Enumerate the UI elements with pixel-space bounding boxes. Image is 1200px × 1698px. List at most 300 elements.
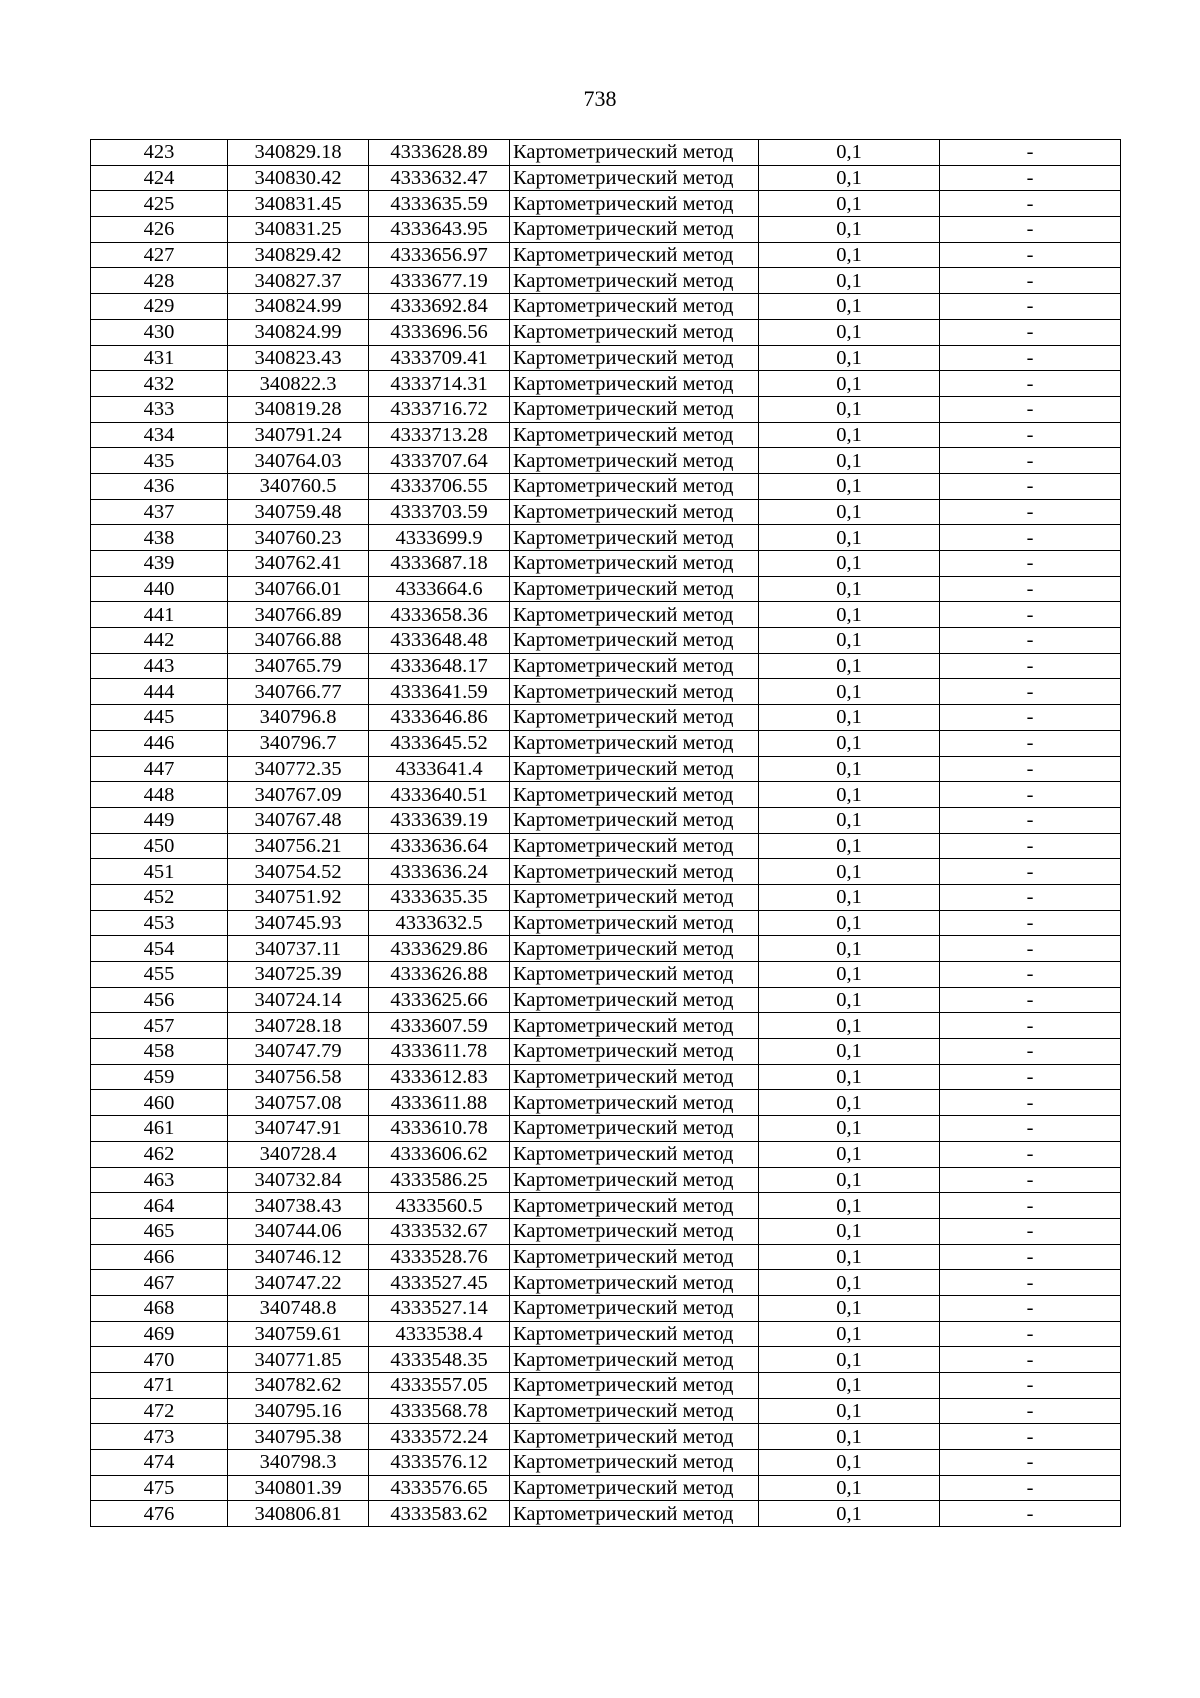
method-cell: Картометрический метод bbox=[510, 782, 759, 808]
y-coordinate-cell: 4333527.14 bbox=[369, 1295, 510, 1321]
x-coordinate-cell: 340766.01 bbox=[228, 576, 369, 602]
note-cell: - bbox=[940, 1347, 1121, 1373]
table-row bbox=[91, 1116, 1121, 1142]
accuracy-cell: 0,1 bbox=[759, 1398, 940, 1424]
table-row bbox=[91, 217, 1121, 243]
point-number-cell: 438 bbox=[91, 525, 228, 551]
x-coordinate-cell: 340819.28 bbox=[228, 396, 369, 422]
table-row bbox=[91, 525, 1121, 551]
point-number-cell: 475 bbox=[91, 1475, 228, 1501]
note-cell: - bbox=[940, 576, 1121, 602]
x-coordinate-cell: 340765.79 bbox=[228, 653, 369, 679]
method-cell: Картометрический метод bbox=[510, 576, 759, 602]
accuracy-cell: 0,1 bbox=[759, 782, 940, 808]
accuracy-cell: 0,1 bbox=[759, 576, 940, 602]
method-cell: Картометрический метод bbox=[510, 653, 759, 679]
point-number-cell: 425 bbox=[91, 191, 228, 217]
x-coordinate-cell: 340737.11 bbox=[228, 936, 369, 962]
y-coordinate-cell: 4333576.12 bbox=[369, 1450, 510, 1476]
table-row bbox=[91, 1398, 1121, 1424]
accuracy-cell: 0,1 bbox=[759, 242, 940, 268]
x-coordinate-cell: 340791.24 bbox=[228, 422, 369, 448]
table-row bbox=[91, 1244, 1121, 1270]
method-cell: Картометрический метод bbox=[510, 422, 759, 448]
point-number-cell: 471 bbox=[91, 1373, 228, 1399]
point-number-cell: 439 bbox=[91, 551, 228, 577]
x-coordinate-cell: 340795.38 bbox=[228, 1424, 369, 1450]
method-cell: Картометрический метод bbox=[510, 1141, 759, 1167]
method-cell: Картометрический метод bbox=[510, 473, 759, 499]
method-cell: Картометрический метод bbox=[510, 730, 759, 756]
note-cell: - bbox=[940, 268, 1121, 294]
point-number-cell: 433 bbox=[91, 396, 228, 422]
accuracy-cell: 0,1 bbox=[759, 319, 940, 345]
method-cell: Картометрический метод bbox=[510, 1064, 759, 1090]
x-coordinate-cell: 340745.93 bbox=[228, 910, 369, 936]
accuracy-cell: 0,1 bbox=[759, 653, 940, 679]
accuracy-cell: 0,1 bbox=[759, 525, 940, 551]
y-coordinate-cell: 4333641.4 bbox=[369, 756, 510, 782]
note-cell: - bbox=[940, 1244, 1121, 1270]
point-number-cell: 447 bbox=[91, 756, 228, 782]
note-cell: - bbox=[940, 1090, 1121, 1116]
note-cell: - bbox=[940, 371, 1121, 397]
accuracy-cell: 0,1 bbox=[759, 910, 940, 936]
table-row bbox=[91, 1501, 1121, 1527]
y-coordinate-cell: 4333528.76 bbox=[369, 1244, 510, 1270]
note-cell: - bbox=[940, 910, 1121, 936]
note-cell: - bbox=[940, 1501, 1121, 1527]
x-coordinate-cell: 340767.09 bbox=[228, 782, 369, 808]
accuracy-cell: 0,1 bbox=[759, 1450, 940, 1476]
point-number-cell: 427 bbox=[91, 242, 228, 268]
coordinates-table bbox=[90, 139, 1121, 1527]
table-row bbox=[91, 859, 1121, 885]
method-cell: Картометрический метод bbox=[510, 1501, 759, 1527]
table-row bbox=[91, 602, 1121, 628]
point-number-cell: 465 bbox=[91, 1218, 228, 1244]
accuracy-cell: 0,1 bbox=[759, 807, 940, 833]
note-cell: - bbox=[940, 525, 1121, 551]
method-cell: Картометрический метод bbox=[510, 833, 759, 859]
x-coordinate-cell: 340822.3 bbox=[228, 371, 369, 397]
method-cell: Картометрический метод bbox=[510, 1270, 759, 1296]
note-cell: - bbox=[940, 1193, 1121, 1219]
table-row bbox=[91, 1424, 1121, 1450]
note-cell: - bbox=[940, 1373, 1121, 1399]
y-coordinate-cell: 4333538.4 bbox=[369, 1321, 510, 1347]
table-row bbox=[91, 1013, 1121, 1039]
method-cell: Картометрический метод bbox=[510, 807, 759, 833]
point-number-cell: 473 bbox=[91, 1424, 228, 1450]
x-coordinate-cell: 340829.42 bbox=[228, 242, 369, 268]
point-number-cell: 430 bbox=[91, 319, 228, 345]
y-coordinate-cell: 4333576.65 bbox=[369, 1475, 510, 1501]
x-coordinate-cell: 340766.77 bbox=[228, 679, 369, 705]
accuracy-cell: 0,1 bbox=[759, 833, 940, 859]
x-coordinate-cell: 340829.18 bbox=[228, 140, 369, 166]
method-cell: Картометрический метод bbox=[510, 1244, 759, 1270]
table-row bbox=[91, 910, 1121, 936]
y-coordinate-cell: 4333636.64 bbox=[369, 833, 510, 859]
y-coordinate-cell: 4333632.5 bbox=[369, 910, 510, 936]
point-number-cell: 437 bbox=[91, 499, 228, 525]
y-coordinate-cell: 4333625.66 bbox=[369, 987, 510, 1013]
y-coordinate-cell: 4333639.19 bbox=[369, 807, 510, 833]
point-number-cell: 445 bbox=[91, 705, 228, 731]
y-coordinate-cell: 4333646.86 bbox=[369, 705, 510, 731]
y-coordinate-cell: 4333648.48 bbox=[369, 628, 510, 654]
y-coordinate-cell: 4333527.45 bbox=[369, 1270, 510, 1296]
note-cell: - bbox=[940, 1270, 1121, 1296]
x-coordinate-cell: 340760.23 bbox=[228, 525, 369, 551]
accuracy-cell: 0,1 bbox=[759, 628, 940, 654]
point-number-cell: 469 bbox=[91, 1321, 228, 1347]
point-number-cell: 435 bbox=[91, 448, 228, 474]
note-cell: - bbox=[940, 628, 1121, 654]
y-coordinate-cell: 4333611.78 bbox=[369, 1039, 510, 1065]
point-number-cell: 446 bbox=[91, 730, 228, 756]
method-cell: Картометрический метод bbox=[510, 936, 759, 962]
method-cell: Картометрический метод bbox=[510, 1424, 759, 1450]
point-number-cell: 472 bbox=[91, 1398, 228, 1424]
y-coordinate-cell: 4333548.35 bbox=[369, 1347, 510, 1373]
point-number-cell: 440 bbox=[91, 576, 228, 602]
note-cell: - bbox=[940, 294, 1121, 320]
note-cell: - bbox=[940, 782, 1121, 808]
table-row bbox=[91, 987, 1121, 1013]
note-cell: - bbox=[940, 1424, 1121, 1450]
method-cell: Картометрический метод bbox=[510, 396, 759, 422]
x-coordinate-cell: 340751.92 bbox=[228, 884, 369, 910]
table-row bbox=[91, 1347, 1121, 1373]
note-cell: - bbox=[940, 448, 1121, 474]
accuracy-cell: 0,1 bbox=[759, 1475, 940, 1501]
table-row bbox=[91, 1475, 1121, 1501]
table-row bbox=[91, 705, 1121, 731]
y-coordinate-cell: 4333709.41 bbox=[369, 345, 510, 371]
x-coordinate-cell: 340771.85 bbox=[228, 1347, 369, 1373]
accuracy-cell: 0,1 bbox=[759, 1424, 940, 1450]
table-row bbox=[91, 551, 1121, 577]
point-number-cell: 459 bbox=[91, 1064, 228, 1090]
y-coordinate-cell: 4333560.5 bbox=[369, 1193, 510, 1219]
note-cell: - bbox=[940, 140, 1121, 166]
note-cell: - bbox=[940, 1398, 1121, 1424]
method-cell: Картометрический метод bbox=[510, 191, 759, 217]
note-cell: - bbox=[940, 859, 1121, 885]
x-coordinate-cell: 340744.06 bbox=[228, 1218, 369, 1244]
point-number-cell: 476 bbox=[91, 1501, 228, 1527]
point-number-cell: 456 bbox=[91, 987, 228, 1013]
table-row bbox=[91, 1295, 1121, 1321]
table-row bbox=[91, 319, 1121, 345]
method-cell: Картометрический метод bbox=[510, 525, 759, 551]
accuracy-cell: 0,1 bbox=[759, 1347, 940, 1373]
x-coordinate-cell: 340806.81 bbox=[228, 1501, 369, 1527]
method-cell: Картометрический метод bbox=[510, 242, 759, 268]
note-cell: - bbox=[940, 679, 1121, 705]
method-cell: Картометрический метод bbox=[510, 499, 759, 525]
accuracy-cell: 0,1 bbox=[759, 1321, 940, 1347]
table-row bbox=[91, 1373, 1121, 1399]
y-coordinate-cell: 4333586.25 bbox=[369, 1167, 510, 1193]
y-coordinate-cell: 4333628.89 bbox=[369, 140, 510, 166]
table-row bbox=[91, 165, 1121, 191]
accuracy-cell: 0,1 bbox=[759, 1090, 940, 1116]
y-coordinate-cell: 4333692.84 bbox=[369, 294, 510, 320]
note-cell: - bbox=[940, 1116, 1121, 1142]
accuracy-cell: 0,1 bbox=[759, 551, 940, 577]
table-row bbox=[91, 1141, 1121, 1167]
y-coordinate-cell: 4333572.24 bbox=[369, 1424, 510, 1450]
note-cell: - bbox=[940, 499, 1121, 525]
accuracy-cell: 0,1 bbox=[759, 1270, 940, 1296]
point-number-cell: 452 bbox=[91, 884, 228, 910]
note-cell: - bbox=[940, 551, 1121, 577]
x-coordinate-cell: 340747.22 bbox=[228, 1270, 369, 1296]
x-coordinate-cell: 340772.35 bbox=[228, 756, 369, 782]
point-number-cell: 462 bbox=[91, 1141, 228, 1167]
y-coordinate-cell: 4333632.47 bbox=[369, 165, 510, 191]
method-cell: Картометрический метод bbox=[510, 602, 759, 628]
table-row bbox=[91, 140, 1121, 166]
point-number-cell: 431 bbox=[91, 345, 228, 371]
note-cell: - bbox=[940, 884, 1121, 910]
method-cell: Картометрический метод bbox=[510, 371, 759, 397]
accuracy-cell: 0,1 bbox=[759, 602, 940, 628]
table-row bbox=[91, 833, 1121, 859]
note-cell: - bbox=[940, 319, 1121, 345]
table-row bbox=[91, 628, 1121, 654]
y-coordinate-cell: 4333703.59 bbox=[369, 499, 510, 525]
method-cell: Картометрический метод bbox=[510, 884, 759, 910]
note-cell: - bbox=[940, 1064, 1121, 1090]
point-number-cell: 432 bbox=[91, 371, 228, 397]
point-number-cell: 442 bbox=[91, 628, 228, 654]
y-coordinate-cell: 4333677.19 bbox=[369, 268, 510, 294]
method-cell: Картометрический метод bbox=[510, 1167, 759, 1193]
accuracy-cell: 0,1 bbox=[759, 1218, 940, 1244]
accuracy-cell: 0,1 bbox=[759, 1295, 940, 1321]
y-coordinate-cell: 4333699.9 bbox=[369, 525, 510, 551]
table-row bbox=[91, 653, 1121, 679]
note-cell: - bbox=[940, 705, 1121, 731]
y-coordinate-cell: 4333607.59 bbox=[369, 1013, 510, 1039]
note-cell: - bbox=[940, 1218, 1121, 1244]
x-coordinate-cell: 340796.7 bbox=[228, 730, 369, 756]
point-number-cell: 450 bbox=[91, 833, 228, 859]
x-coordinate-cell: 340766.89 bbox=[228, 602, 369, 628]
x-coordinate-cell: 340824.99 bbox=[228, 294, 369, 320]
y-coordinate-cell: 4333640.51 bbox=[369, 782, 510, 808]
y-coordinate-cell: 4333606.62 bbox=[369, 1141, 510, 1167]
note-cell: - bbox=[940, 473, 1121, 499]
point-number-cell: 423 bbox=[91, 140, 228, 166]
y-coordinate-cell: 4333645.52 bbox=[369, 730, 510, 756]
accuracy-cell: 0,1 bbox=[759, 1193, 940, 1219]
x-coordinate-cell: 340738.43 bbox=[228, 1193, 369, 1219]
x-coordinate-cell: 340725.39 bbox=[228, 962, 369, 988]
y-coordinate-cell: 4333612.83 bbox=[369, 1064, 510, 1090]
y-coordinate-cell: 4333568.78 bbox=[369, 1398, 510, 1424]
table-row bbox=[91, 1193, 1121, 1219]
accuracy-cell: 0,1 bbox=[759, 345, 940, 371]
method-cell: Картометрический метод bbox=[510, 705, 759, 731]
table-row bbox=[91, 345, 1121, 371]
y-coordinate-cell: 4333648.17 bbox=[369, 653, 510, 679]
point-number-cell: 470 bbox=[91, 1347, 228, 1373]
point-number-cell: 463 bbox=[91, 1167, 228, 1193]
accuracy-cell: 0,1 bbox=[759, 936, 940, 962]
x-coordinate-cell: 340728.4 bbox=[228, 1141, 369, 1167]
note-cell: - bbox=[940, 807, 1121, 833]
table-row bbox=[91, 1090, 1121, 1116]
x-coordinate-cell: 340824.99 bbox=[228, 319, 369, 345]
note-cell: - bbox=[940, 653, 1121, 679]
table-row bbox=[91, 499, 1121, 525]
point-number-cell: 460 bbox=[91, 1090, 228, 1116]
table-row bbox=[91, 1064, 1121, 1090]
note-cell: - bbox=[940, 396, 1121, 422]
table-row bbox=[91, 1321, 1121, 1347]
note-cell: - bbox=[940, 422, 1121, 448]
table-row bbox=[91, 268, 1121, 294]
table-row bbox=[91, 962, 1121, 988]
note-cell: - bbox=[940, 602, 1121, 628]
table-row bbox=[91, 807, 1121, 833]
x-coordinate-cell: 340764.03 bbox=[228, 448, 369, 474]
note-cell: - bbox=[940, 1141, 1121, 1167]
x-coordinate-cell: 340801.39 bbox=[228, 1475, 369, 1501]
point-number-cell: 444 bbox=[91, 679, 228, 705]
point-number-cell: 443 bbox=[91, 653, 228, 679]
accuracy-cell: 0,1 bbox=[759, 1501, 940, 1527]
accuracy-cell: 0,1 bbox=[759, 1064, 940, 1090]
y-coordinate-cell: 4333636.24 bbox=[369, 859, 510, 885]
table-row bbox=[91, 1450, 1121, 1476]
method-cell: Картометрический метод bbox=[510, 1090, 759, 1116]
accuracy-cell: 0,1 bbox=[759, 371, 940, 397]
x-coordinate-cell: 340798.3 bbox=[228, 1450, 369, 1476]
table-row bbox=[91, 473, 1121, 499]
method-cell: Картометрический метод bbox=[510, 987, 759, 1013]
accuracy-cell: 0,1 bbox=[759, 1013, 940, 1039]
x-coordinate-cell: 340756.58 bbox=[228, 1064, 369, 1090]
note-cell: - bbox=[940, 1475, 1121, 1501]
note-cell: - bbox=[940, 242, 1121, 268]
method-cell: Картометрический метод bbox=[510, 628, 759, 654]
y-coordinate-cell: 4333635.59 bbox=[369, 191, 510, 217]
method-cell: Картометрический метод bbox=[510, 551, 759, 577]
x-coordinate-cell: 340831.25 bbox=[228, 217, 369, 243]
method-cell: Картометрический метод bbox=[510, 1475, 759, 1501]
x-coordinate-cell: 340724.14 bbox=[228, 987, 369, 1013]
method-cell: Картометрический метод bbox=[510, 679, 759, 705]
y-coordinate-cell: 4333658.36 bbox=[369, 602, 510, 628]
point-number-cell: 457 bbox=[91, 1013, 228, 1039]
y-coordinate-cell: 4333629.86 bbox=[369, 936, 510, 962]
note-cell: - bbox=[940, 936, 1121, 962]
method-cell: Картометрический метод bbox=[510, 448, 759, 474]
method-cell: Картометрический метод bbox=[510, 345, 759, 371]
table-row bbox=[91, 936, 1121, 962]
table-row bbox=[91, 576, 1121, 602]
table-row bbox=[91, 1218, 1121, 1244]
method-cell: Картометрический метод bbox=[510, 1039, 759, 1065]
accuracy-cell: 0,1 bbox=[759, 884, 940, 910]
note-cell: - bbox=[940, 833, 1121, 859]
page-number: 738 bbox=[583, 86, 617, 111]
point-number-cell: 448 bbox=[91, 782, 228, 808]
point-number-cell: 441 bbox=[91, 602, 228, 628]
note-cell: - bbox=[940, 345, 1121, 371]
table-row bbox=[91, 422, 1121, 448]
method-cell: Картометрический метод bbox=[510, 1193, 759, 1219]
point-number-cell: 449 bbox=[91, 807, 228, 833]
accuracy-cell: 0,1 bbox=[759, 448, 940, 474]
accuracy-cell: 0,1 bbox=[759, 473, 940, 499]
coordinates-table-body bbox=[91, 140, 1121, 1527]
note-cell: - bbox=[940, 987, 1121, 1013]
method-cell: Картометрический метод bbox=[510, 910, 759, 936]
method-cell: Картометрический метод bbox=[510, 1373, 759, 1399]
method-cell: Картометрический метод bbox=[510, 1013, 759, 1039]
y-coordinate-cell: 4333664.6 bbox=[369, 576, 510, 602]
point-number-cell: 424 bbox=[91, 165, 228, 191]
point-number-cell: 467 bbox=[91, 1270, 228, 1296]
method-cell: Картометрический метод bbox=[510, 962, 759, 988]
accuracy-cell: 0,1 bbox=[759, 756, 940, 782]
method-cell: Картометрический метод bbox=[510, 294, 759, 320]
method-cell: Картометрический метод bbox=[510, 1116, 759, 1142]
method-cell: Картометрический метод bbox=[510, 1321, 759, 1347]
accuracy-cell: 0,1 bbox=[759, 1116, 940, 1142]
point-number-cell: 461 bbox=[91, 1116, 228, 1142]
table-row bbox=[91, 294, 1121, 320]
x-coordinate-cell: 340796.8 bbox=[228, 705, 369, 731]
method-cell: Картометрический метод bbox=[510, 165, 759, 191]
accuracy-cell: 0,1 bbox=[759, 140, 940, 166]
x-coordinate-cell: 340746.12 bbox=[228, 1244, 369, 1270]
table-row bbox=[91, 756, 1121, 782]
note-cell: - bbox=[940, 1013, 1121, 1039]
method-cell: Картометрический метод bbox=[510, 217, 759, 243]
y-coordinate-cell: 4333557.05 bbox=[369, 1373, 510, 1399]
y-coordinate-cell: 4333532.67 bbox=[369, 1218, 510, 1244]
x-coordinate-cell: 340760.5 bbox=[228, 473, 369, 499]
y-coordinate-cell: 4333716.72 bbox=[369, 396, 510, 422]
point-number-cell: 451 bbox=[91, 859, 228, 885]
method-cell: Картометрический метод bbox=[510, 140, 759, 166]
table-row bbox=[91, 884, 1121, 910]
method-cell: Картометрический метод bbox=[510, 1218, 759, 1244]
x-coordinate-cell: 340747.91 bbox=[228, 1116, 369, 1142]
method-cell: Картометрический метод bbox=[510, 1295, 759, 1321]
point-number-cell: 434 bbox=[91, 422, 228, 448]
y-coordinate-cell: 4333696.56 bbox=[369, 319, 510, 345]
y-coordinate-cell: 4333707.64 bbox=[369, 448, 510, 474]
method-cell: Картометрический метод bbox=[510, 1347, 759, 1373]
accuracy-cell: 0,1 bbox=[759, 217, 940, 243]
note-cell: - bbox=[940, 165, 1121, 191]
y-coordinate-cell: 4333611.88 bbox=[369, 1090, 510, 1116]
accuracy-cell: 0,1 bbox=[759, 294, 940, 320]
table-row bbox=[91, 191, 1121, 217]
x-coordinate-cell: 340757.08 bbox=[228, 1090, 369, 1116]
x-coordinate-cell: 340827.37 bbox=[228, 268, 369, 294]
accuracy-cell: 0,1 bbox=[759, 730, 940, 756]
